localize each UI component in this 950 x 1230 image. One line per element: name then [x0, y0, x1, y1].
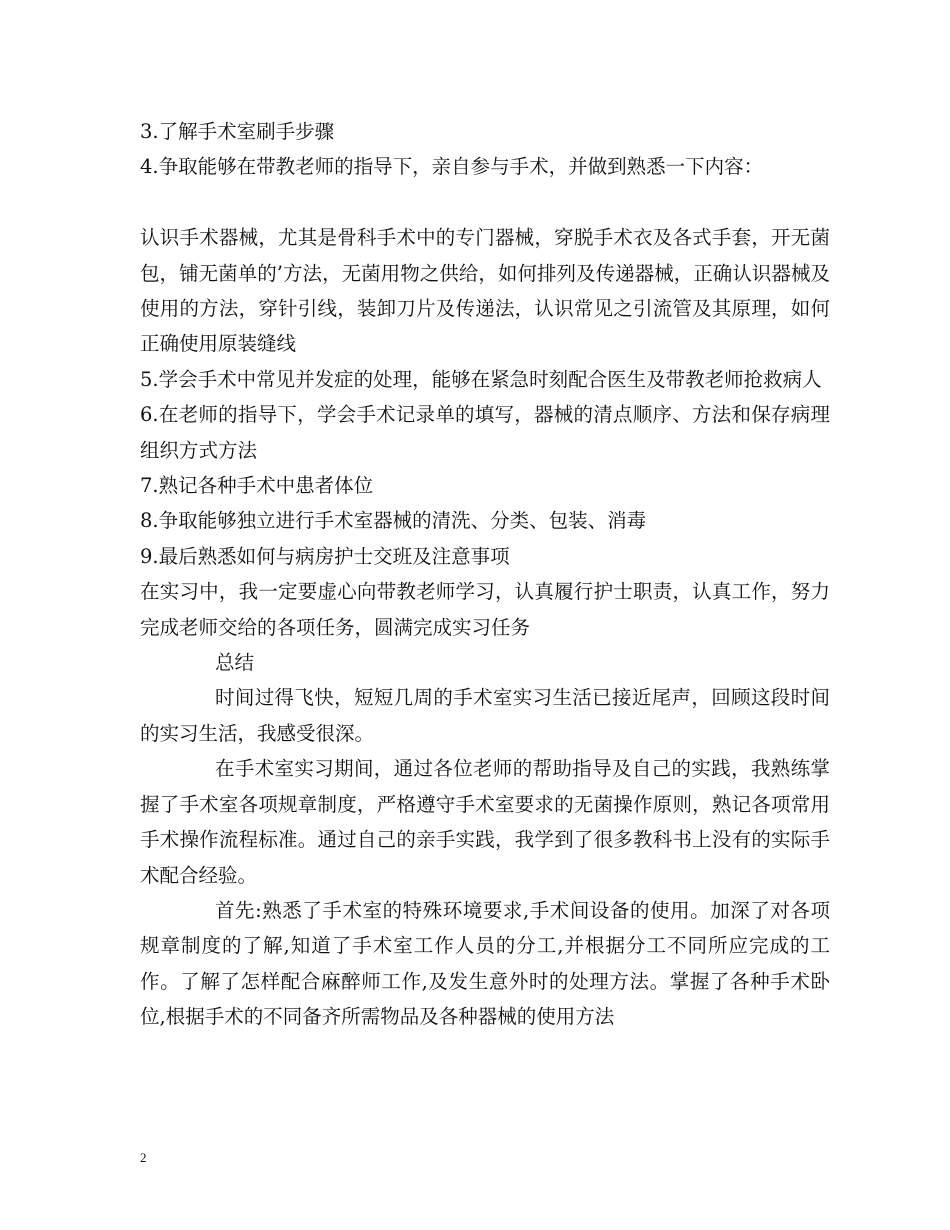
summary-paragraph-1: 时间过得飞快，短短几周的手术室实习生活已接近尾声，回顾这段时间的实习生活，我感受很深。	[140, 686, 830, 745]
list-item-8: 8.争取能够独立进行手术室器械的清洗、分类、包装、消毒	[140, 509, 647, 533]
document-body	[140, 114, 830, 1035]
page-number: 2	[140, 1150, 147, 1165]
list-item-6: 6.在老师的指导下，学会手术记录单的填写，器械的清点顺序、方法和保存病理组织方式方法	[140, 403, 830, 462]
list-item-3: 3.了解手术室刷手步骤	[140, 120, 335, 143]
list-item-5: 5.学会手术中常见并发症的处理，能够在紧急时刻配合医生及带教老师抢救病人	[140, 367, 822, 391]
list-item-9: 9.最后熟悉如何与病房护士交班及注意事项	[140, 544, 510, 568]
summary-heading: 总结	[215, 651, 255, 675]
list-item-7: 7.熟记各种手术中患者体位	[140, 474, 374, 498]
summary-paragraph-3: 首先:熟悉了手术室的特殊环境要求,手术间设备的使用。加深了对各项规章制度的了解,知道了手术室工作人员的分工,并根据分工不同所应完成的工作。了解了怎样配合麻醉师工作,及发生意外时的处理方法。掌握了各种手术卧位,根据手术的不同备齐所需物品及各种器械的使用方法	[140, 898, 830, 1029]
list-item-4: 4.争取能够在带教老师的指导下，亲自参与手术，并做到熟悉一下内容：	[140, 155, 764, 179]
blank-line	[140, 185, 830, 220]
summary-paragraph-2: 在手术室实习期间，通过各位老师的帮助指导及自己的实践，我熟练掌握了手术室各项规章制度，严格遵守手术室要求的无菌操作原则，熟记各项常用手术操作流程标准。通过自己的亲手实践，我学到了很多教科书上没有的实际手术配合经验。	[140, 757, 830, 887]
internship-commitment-paragraph: 在实习中，我一定要虚心向带教老师学习，认真履行护士职责，认真工作，努力完成老师交给的各项任务，圆满完成实习任务	[140, 580, 830, 639]
instrument-skills-paragraph: 认识手术器械，尤其是骨科手术中的专门器械，穿脱手术衣及各式手套，开无菌包，铺无菌单的’方法，无菌用物之供给，如何排列及传递器械，正确认识器械及使用的方法，穿针引线，装卸刀片及传递法，认识常见之引流管及其原理，如何正确使用原装缝线	[140, 226, 830, 356]
